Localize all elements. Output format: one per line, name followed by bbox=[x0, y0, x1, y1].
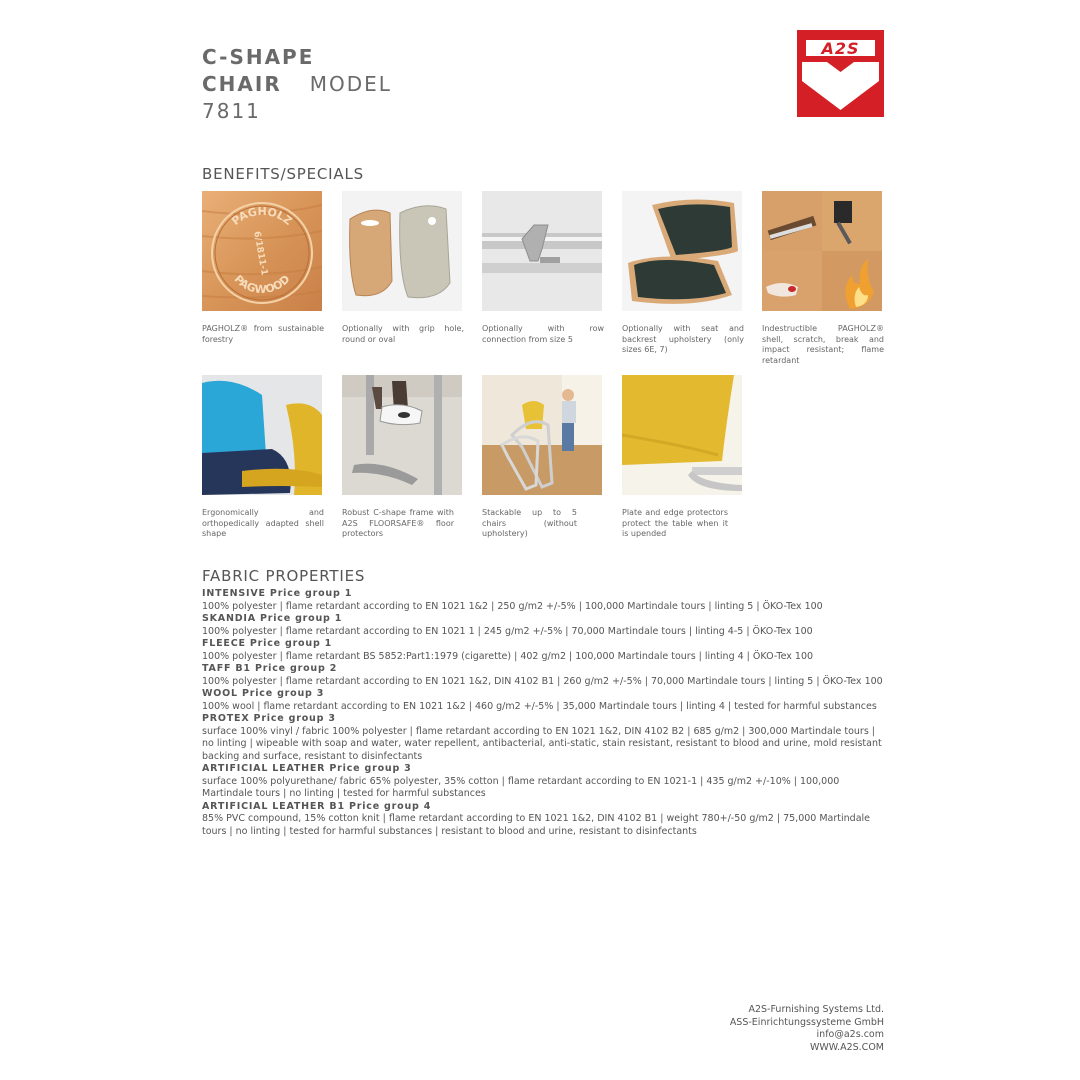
fabric-name: SKANDIA Price group 1 bbox=[202, 613, 343, 624]
benefit-caption-3: Optionally with row connection from size 5 bbox=[482, 324, 604, 344]
fabric-desc: surface 100% polyurethane/ fabric 65% polyester, 35% cotton | flame retardant according to EN 1021-1 | 435 g/m2 +/-10% | 100,000 Martindale tours | no linting | tested for harmful substances bbox=[202, 775, 840, 799]
benefit-image-indestructible bbox=[762, 191, 882, 311]
footer-contact bbox=[730, 1004, 884, 1054]
benefit-caption-6: Ergonomically and orthopedically adapted shell shape bbox=[202, 508, 324, 538]
title-line3: 7811 bbox=[202, 99, 261, 123]
fabric-desc: 100% polyester | flame retardant according to EN 1021 1&2 | 250 g/m2 +/-5% | 100,000 Martindale tours | linting 5 | ÖKO-Tex 100 bbox=[202, 600, 823, 612]
fabric-list bbox=[202, 588, 886, 838]
fabric-desc: surface 100% vinyl / fabric 100% polyester | flame retardant according to EN 1021 1&2, DIN 4102 B2 | 685 g/m2 | 300,000 Martindale tours | no linting | wipeable with soap and water, water repellent, antibacterial, anti-static, stain resistant, resistant to blood and urine, mold resistant backing and surface, resistant to disinfectants bbox=[202, 725, 882, 762]
logo-text: A2S bbox=[821, 39, 860, 58]
benefit-caption-4: Optionally with seat and backrest upholstery (only sizes 6E, 7) bbox=[622, 324, 744, 354]
benefit-image-upholstery bbox=[622, 191, 742, 311]
benefits-heading: BENEFITS/SPECIALS bbox=[202, 165, 364, 183]
benefit-caption-7: Robust C-shape frame with A2S FLOORSAFE® floor protectors bbox=[342, 508, 454, 538]
fabric-name: PROTEX Price group 3 bbox=[202, 713, 336, 724]
benefit-caption-1: PAGHOLZ® from sustainable forestry bbox=[202, 324, 324, 344]
benefit-image-stackable bbox=[482, 375, 602, 495]
fabric-name: INTENSIVE Price group 1 bbox=[202, 588, 353, 599]
fabric-heading: FABRIC PROPERTIES bbox=[202, 567, 366, 585]
benefit-image-pagholz-stamp bbox=[202, 191, 322, 311]
benefit-caption-5: Indestructible PAGHOLZ® shell, scratch, break and impact resistant; flame retardant bbox=[762, 324, 884, 365]
benefit-image-edge-protectors bbox=[622, 375, 742, 495]
brand-logo bbox=[797, 30, 884, 117]
fabric-name: TAFF B1 Price group 2 bbox=[202, 663, 338, 674]
benefit-image-row-connection bbox=[482, 191, 602, 311]
fabric-desc: 100% polyester | flame retardant according to EN 1021 1&2, DIN 4102 B1 | 260 g/m2 +/-5% | 70,000 Martindale tours | linting 5 | ÖKO-Tex 100 bbox=[202, 675, 883, 687]
footer-email[interactable]: info@a2s.com bbox=[816, 1029, 884, 1040]
fabric-desc: 100% polyester | flame retardant BS 5852:Part1:1979 (cigarette) | 402 g/m2 | 100,000 Martindale tours | linting 4 | ÖKO-Tex 100 bbox=[202, 650, 814, 662]
benefit-image-grip-hole bbox=[342, 191, 462, 311]
title-line1: C-SHAPE bbox=[202, 45, 315, 69]
benefit-caption-8: Stackable up to 5 chairs (without upholstery) bbox=[482, 508, 577, 538]
benefit-caption-2: Optionally with grip hole, round or oval bbox=[342, 324, 464, 344]
stamp-text-center: 6/1811-1 bbox=[251, 230, 269, 277]
fabric-name: FLEECE Price group 1 bbox=[202, 638, 333, 649]
footer-company-en: A2S-Furnishing Systems Ltd. bbox=[748, 1004, 884, 1015]
benefit-image-c-frame bbox=[342, 375, 462, 495]
footer-website[interactable]: WWW.A2S.COM bbox=[809, 1041, 884, 1053]
stamp-text-bottom: PAGWOOD bbox=[231, 272, 293, 297]
title-line2-light: MODEL bbox=[309, 72, 392, 96]
benefit-image-ergonomic bbox=[202, 375, 322, 495]
fabric-name: ARTIFICIAL LEATHER Price group 3 bbox=[202, 763, 412, 774]
fabric-name: WOOL Price group 3 bbox=[202, 688, 325, 699]
page-title bbox=[202, 44, 402, 125]
fabric-desc: 100% wool | flame retardant according to EN 1021 1&2 | 460 g/m2 +/-5% | 35,000 Martindale tours | linting 4 | tested for harmful substances bbox=[202, 700, 877, 712]
fabric-desc: 85% PVC compound, 15% cotton knit | flame retardant according to EN 1021 1&2, DIN 4102 B1 | weight 780+/-50 g/m2 | 75,000 Martindale tours | no linting | tested for harmful substances | resistant to blood and urine, resistant to disinfectants bbox=[202, 813, 871, 837]
stamp-text-top: PAGHOLZ bbox=[229, 204, 295, 228]
fabric-desc: 100% polyester | flame retardant according to EN 1021 1 | 245 g/m2 +/-5% | 70,000 Martindale tours | linting 4-5 | ÖKO-Tex 100 bbox=[202, 625, 813, 637]
benefit-caption-9: Plate and edge protectors protect the table when it is upended bbox=[622, 508, 728, 538]
title-line2-bold: CHAIR bbox=[202, 72, 282, 96]
fabric-name: ARTIFICIAL LEATHER B1 Price group 4 bbox=[202, 800, 432, 812]
footer-company-de: ASS-Einrichtungssysteme GmbH bbox=[729, 1016, 884, 1028]
